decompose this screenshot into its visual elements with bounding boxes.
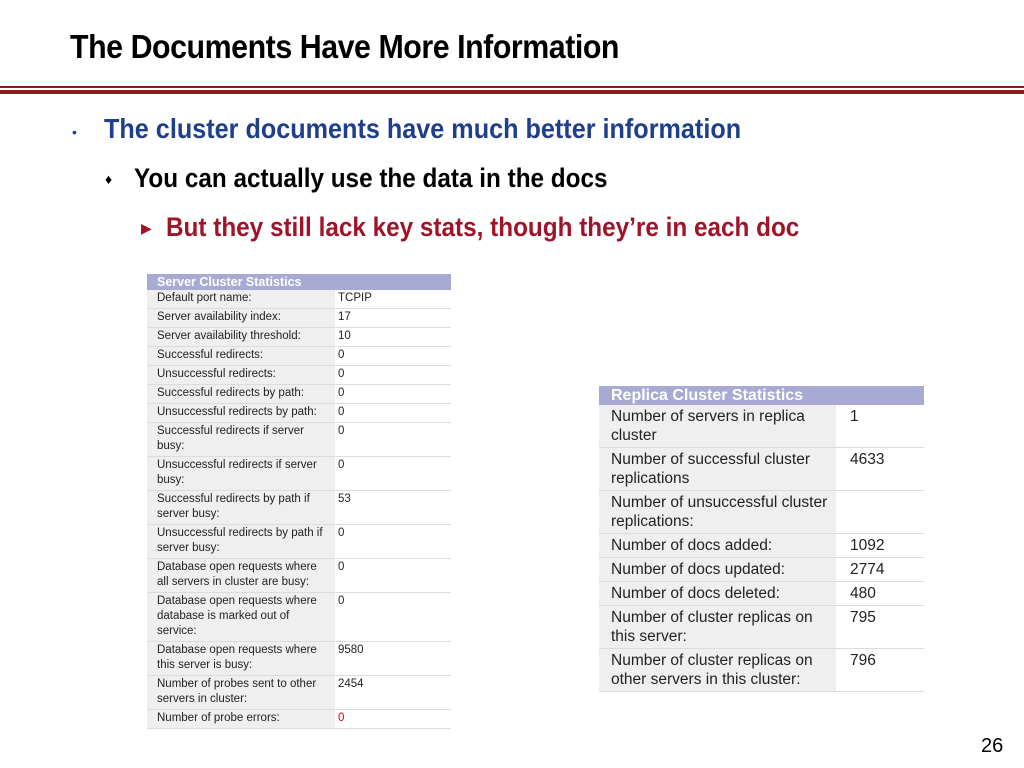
row-label: Database open requests where database is marked out of service: [147,593,335,642]
row-label: Default port name: [147,290,335,309]
table-row [147,642,451,676]
row-label: Successful redirects by path: [147,385,335,404]
row-value: 0 [335,559,451,593]
row-value: 17 [335,309,451,328]
row-label: Successful redirects: [147,347,335,366]
row-value: 9580 [335,642,451,676]
row-value: 2774 [836,558,924,582]
row-label: Successful redirects if server busy: [147,423,335,457]
server-cluster-statistics-table [147,274,451,729]
table-row [147,457,451,491]
row-label: Database open requests where this server is busy: [147,642,335,676]
row-label: Server availability index: [147,309,335,328]
page-number: 26 [981,735,1004,757]
title-divider-thick [0,90,1024,94]
table-row [147,710,451,729]
table-header: Server Cluster Statistics [147,274,451,290]
row-label: Unsuccessful redirects if server busy: [147,457,335,491]
row-value: 480 [836,582,924,606]
table-header: Replica Cluster Statistics [599,386,924,405]
bullet-level1: The cluster documents have much better information [104,113,742,144]
row-label: Number of cluster replicas on this server: [599,606,836,649]
table-row [147,290,451,309]
row-label: Number of probes sent to other servers in cluster: [147,676,335,710]
row-label: Unsuccessful redirects by path if server busy: [147,525,335,559]
table-row [147,385,451,404]
row-label: Server availability threshold: [147,328,335,347]
row-label: Number of cluster replicas on other servers in this cluster: [599,649,836,692]
slide-title: The Documents Have More Information [70,28,620,65]
table-row [147,309,451,328]
table-row [147,423,451,457]
row-value: TCPIP [335,290,451,309]
row-label: Number of servers in replica cluster [599,405,836,448]
title-divider-thin [0,86,1024,88]
row-value: 0 [335,404,451,423]
row-label: Unsuccessful redirects by path: [147,404,335,423]
table-row [147,366,451,385]
row-value: 0 [335,710,451,729]
row-label: Number of docs added: [599,534,836,558]
row-label: Successful redirects by path if server busy: [147,491,335,525]
row-value: 0 [335,525,451,559]
row-value: 0 [335,385,451,404]
row-value: 4633 [836,448,924,491]
table-row [147,676,451,710]
row-value: 1092 [836,534,924,558]
table-row [599,491,924,534]
table-row [147,404,451,423]
row-value: 10 [335,328,451,347]
table-row [599,649,924,692]
row-value: 0 [335,347,451,366]
table-row [599,405,924,448]
bullet-triangle-icon: ▶ [141,220,152,236]
row-value: 796 [836,649,924,692]
row-value: 2454 [335,676,451,710]
table-row [147,593,451,642]
row-label: Unsuccessful redirects: [147,366,335,385]
table-row [147,491,451,525]
row-value [836,491,924,534]
table-row [147,347,451,366]
row-label: Database open requests where all servers in cluster are busy: [147,559,335,593]
table-row [599,558,924,582]
row-label: Number of unsuccessful cluster replications: [599,491,836,534]
bullet-level2: You can actually use the data in the docs [134,163,608,193]
row-value: 53 [335,491,451,525]
table-row [599,448,924,491]
row-value: 1 [836,405,924,448]
table-row [147,559,451,593]
table-row [147,525,451,559]
table-row [147,328,451,347]
bullet-dot-icon: • [72,124,77,140]
row-value: 0 [335,593,451,642]
row-label: Number of docs deleted: [599,582,836,606]
row-value: 795 [836,606,924,649]
row-value: 0 [335,366,451,385]
row-label: Number of probe errors: [147,710,335,729]
table-row [599,582,924,606]
row-value: 0 [335,423,451,457]
bullet-level3: But they still lack key stats, though they’re in each doc [166,212,800,242]
row-label: Number of successful cluster replications [599,448,836,491]
table-row [599,606,924,649]
row-value: 0 [335,457,451,491]
replica-cluster-statistics-table [599,386,924,692]
table-row [599,534,924,558]
row-label: Number of docs updated: [599,558,836,582]
bullet-diamond-icon: ♦ [105,171,113,187]
